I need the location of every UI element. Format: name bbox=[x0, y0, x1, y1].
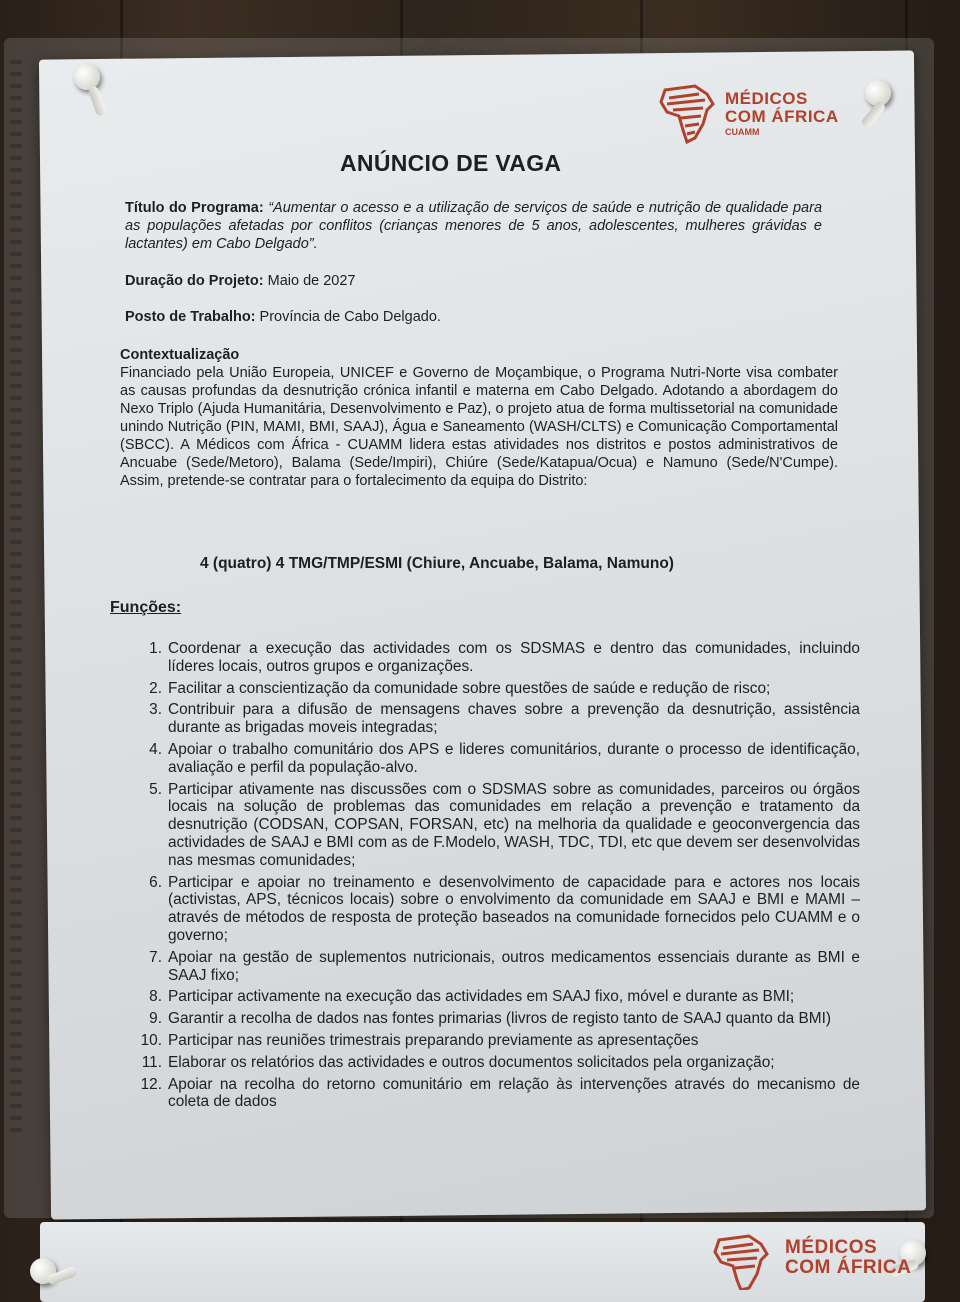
list-item bbox=[132, 949, 860, 985]
binder-holes bbox=[10, 60, 22, 1140]
duracao-section bbox=[125, 272, 822, 290]
list-item-text: Apoiar na gestão de suplementos nutricionais, outros medicamentos essenciais durante as BMI e SAAJ fixo; bbox=[168, 948, 860, 984]
logo-line2: COM ÁFRICA bbox=[725, 107, 839, 126]
list-item-text: Elaborar os relatórios das actividades e outros documentos solicitados pela organização; bbox=[168, 1053, 775, 1071]
logo-bottom-line1: MÉDICOS bbox=[785, 1237, 878, 1258]
logo-line1: MÉDICOS bbox=[725, 89, 808, 108]
list-item-text: Apoiar na recolha do retorno comunitário em relação às intervenções através do mecanismo de coleta de dados bbox=[168, 1075, 860, 1111]
list-item-number: 3. bbox=[149, 701, 162, 719]
list-item bbox=[132, 741, 860, 777]
list-item bbox=[132, 874, 860, 945]
list-item bbox=[132, 701, 860, 737]
list-item-number: 12. bbox=[140, 1075, 162, 1093]
list-item-number: 11. bbox=[141, 1053, 162, 1071]
vaga-heading: 4 (quatro) 4 TMG/TMP/ESMI (Chiure, Ancuabe, Balama, Namuno) bbox=[200, 555, 674, 572]
list-item-text: Facilitar a conscientização da comunidade sobre questões de saúde e redução de risco; bbox=[168, 679, 771, 697]
posto-label: Posto de Trabalho: bbox=[125, 309, 256, 325]
push-pin-icon bbox=[74, 64, 100, 90]
context-section bbox=[120, 346, 838, 490]
duracao-label: Duração do Projeto: bbox=[125, 273, 264, 289]
list-item-number: 9. bbox=[149, 1010, 162, 1028]
funcoes-heading: Funções: bbox=[110, 599, 182, 616]
context-heading: Contextualização bbox=[120, 347, 240, 363]
list-item-number: 7. bbox=[149, 948, 162, 966]
push-pin-icon bbox=[865, 80, 891, 106]
list-item-text: Garantir a recolha de dados nas fontes primarias (livros de registo tanto de SAAJ quanto da BMI) bbox=[168, 1010, 831, 1028]
funcoes-list bbox=[132, 640, 860, 1115]
list-item-number: 5. bbox=[149, 780, 162, 798]
programa-text: “Aumentar o acesso e a utilização de serviços de saúde e nutrição de qualidade para as populações afetadas por conflitos (crianças menores de 5 anos, adolescentes, mulheres grávidas e lactantes) em Cabo Delgado”. bbox=[125, 200, 823, 252]
list-item-text: Participar nas reuniões trimestrais preparando previamente as apresentações bbox=[168, 1031, 699, 1049]
context-text: Financiado pela União Europeia, UNICEF e Governo de Moçambique, o Programa Nutri-Norte visa combater as causas profundas da desnutrição crónica infantil e materna em Cabo Delgado. Adotando a abordagem do Nexo Triplo (Ajuda Humanitária, Desenvolvimento e Paz), o projeto atua de forma multissetorial na comunidade unindo Nutrição (PIN, MAMI, BMI, SAAJ), Água e Saneamento (WASH/CLTS) e Comunicação Comportamental (SBCC). A Médicos com África - CUAMM lidera estas atividades nos distritos e postos administrativos de Ancuabe (Sede/Metoro), Balama (Sede/Impiri), Chiúre (Sede/Katapua/Ocua) e Namuno (Sede/N'Cumpe). Assim, pretende-se contratar para o fortalecimento da equipa do Distrito: bbox=[120, 365, 838, 489]
programa-label: Título do Programa: bbox=[125, 200, 264, 216]
medicos-com-africa-logo bbox=[655, 80, 845, 150]
list-item-text: Coordenar a execução das actividades com os SDSMAS e dentro das comunidades, incluindo líderes locais, outros grupos e organizações. bbox=[168, 640, 860, 675]
list-item bbox=[132, 680, 860, 698]
logo-bottom-line2: COM ÁFRICA bbox=[785, 1257, 912, 1278]
list-item bbox=[132, 1032, 860, 1050]
list-item-number: 1. bbox=[149, 640, 162, 657]
list-item-text: Participar activamente na execução das actividades em SAAJ fixo, móvel e durante as BMI; bbox=[168, 988, 795, 1006]
posto-section bbox=[125, 308, 822, 326]
list-item bbox=[132, 781, 860, 870]
logo-sub: CUAMM bbox=[725, 127, 760, 137]
list-item bbox=[132, 1054, 860, 1072]
list-item-number: 10. bbox=[140, 1031, 162, 1049]
africa-map-icon bbox=[655, 80, 723, 150]
list-item bbox=[132, 1010, 860, 1028]
list-item-number: 8. bbox=[149, 988, 162, 1006]
list-item bbox=[132, 1076, 860, 1112]
page-title: ANÚNCIO DE VAGA bbox=[340, 150, 562, 176]
duracao-value: Maio de 2027 bbox=[267, 273, 356, 289]
list-item-number: 4. bbox=[149, 740, 162, 758]
list-item-text: Apoiar o trabalho comunitário dos APS e lideres comunitários, durante o processo de identificação, avaliação e perfil da população-alvo. bbox=[168, 740, 860, 776]
list-item-text: Participar e apoiar no treinamento e desenvolvimento de capacidade para e actores nos locais (activistas, APS, técnicos locais) sobre o envolvimento da comunidade em SAAJ e BMI e MAMI – através de métodos de resposta de proteção baseados na comunidade fornecidos pelo CUAMM e o governo; bbox=[168, 873, 860, 944]
africa-map-icon bbox=[705, 1230, 781, 1290]
posto-value: Província de Cabo Delgado. bbox=[259, 309, 441, 325]
list-item bbox=[132, 640, 860, 676]
programa-section bbox=[125, 199, 822, 253]
list-item-text: Contribuir para a difusão de mensagens chaves sobre a prevenção da desnutrição, assistência durante as brigadas moveis integradas; bbox=[168, 701, 860, 737]
list-item-number: 2. bbox=[149, 679, 162, 697]
list-item-number: 6. bbox=[149, 873, 162, 891]
list-item-text: Participar ativamente nas discussões com o SDSMAS sobre as comunidades, parceiros ou órgãos locais na solução de problemas das comunidades em relação a prevenção e tratamento da desnutrição (CODSAN, COPSAN, FORSAN, etc) na melhoria da qualidade e geoconvergencia das actividades de SAAJ e BMI com as de F.Modelo, WASH, TDC, TDI, etc que devem ser desenvolvidas nas mesmas comunidades; bbox=[168, 780, 860, 869]
push-pin-icon bbox=[30, 1258, 56, 1284]
medicos-com-africa-logo-bottom bbox=[705, 1230, 925, 1290]
list-item bbox=[132, 988, 860, 1006]
